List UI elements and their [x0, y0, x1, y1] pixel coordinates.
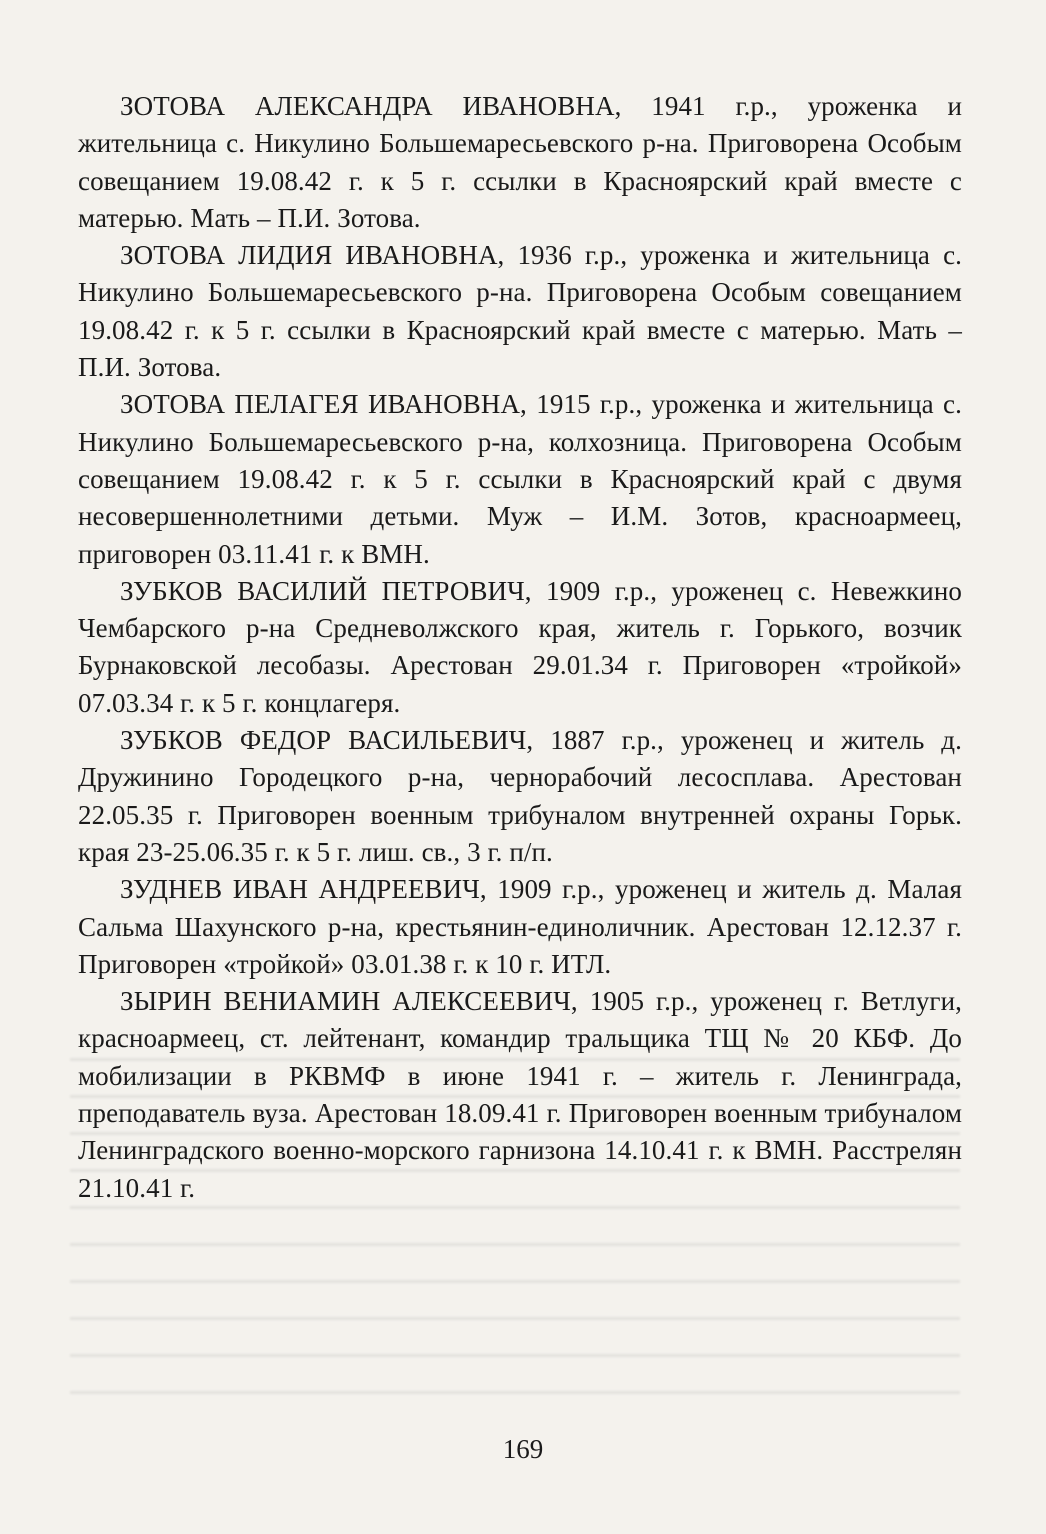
entry-zubkov-vasiliy: ЗУБКОВ ВАСИЛИЙ ПЕТРОВИЧ, 1909 г.р., уроженец с. Невежкино Чембарского р-на Средневолжского края, житель г. Горького, возчик Бурнаковской лесобазы. Арестован 29.01.34 г. Приговорен «тройкой» 07.03.34 г. к 5 г. концлагеря.: [78, 575, 962, 718]
entries-text-block: [78, 88, 962, 1207]
entry-zotova-lidiya: ЗОТОВА ЛИДИЯ ИВАНОВНА, 1936 г.р., уроженка и жительница с. Никулино Большемаресьевского р-на. Приговорена Особым совещанием 19.08.42 г. к 5 г. ссылки в Красноярский край вместе с матерью. Мать – П.И. Зотова.: [78, 240, 962, 383]
entry-zudnev-ivan: ЗУДНЕВ ИВАН АНДРЕЕВИЧ, 1909 г.р., уроженец и житель д. Малая Сальма Шахунского р-на, крестьянин-единоличник. Арестован 12.12.37 г. Приговорен «тройкой» 03.01.38 г. к 10 г. ИТЛ.: [78, 874, 962, 979]
entry-zotova-aleksandra: ЗОТОВА АЛЕКСАНДРА ИВАНОВНА, 1941 г.р., уроженка и жительница с. Никулино Большемаресьевского р-на. Приговорена Особым совещанием 19.08.42 г. к 5 г. ссылки в Красноярский край вместе с матерью. Мать – П.И. Зотова.: [78, 91, 962, 233]
entry-zotova-pelageya: ЗОТОВА ПЕЛАГЕЯ ИВАНОВНА, 1915 г.р., уроженка и жительница с. Никулино Большемаресьевского р-на, колхозница. Приговорена Особым совещанием 19.08.42 г. к 5 г. ссылки в Красноярский край с двумя несовершеннолетними детьми. Муж – И.М. Зотов, красноармеец, приговорен 03.11.41 г. к ВМН.: [78, 389, 962, 569]
page-number: 169: [502, 1434, 544, 1464]
entry-zyrin-veniamin: ЗЫРИН ВЕНИАМИН АЛЕКСЕЕВИЧ, 1905 г.р., уроженец г. Ветлуги, красноармеец, ст. лейтенант, командир тральщика ТЩ № 20 КБФ. До мобилизации в РКВМФ в июне 1941 г. – житель г. Ленинграда, преподаватель вуза. Арестован 18.09.41 г. Приговорен военным трибуналом Ленинградского военно-морского гарнизона 14.10.41 г. к ВМН. Расстрелян 21.10.41 г.: [78, 986, 962, 1203]
entry-zubkov-fedor: ЗУБКОВ ФЕДОР ВАСИЛЬЕВИЧ, 1887 г.р., уроженец и житель д. Дружинино Городецкого р-на, чернорабочий лесосплава. Арестован 22.05.35 г. Приговорен военным трибуналом внутренней охраны Горьк. края 23-25.06.35 г. к 5 г. лиш. св., 3 г. п/п.: [78, 725, 962, 867]
